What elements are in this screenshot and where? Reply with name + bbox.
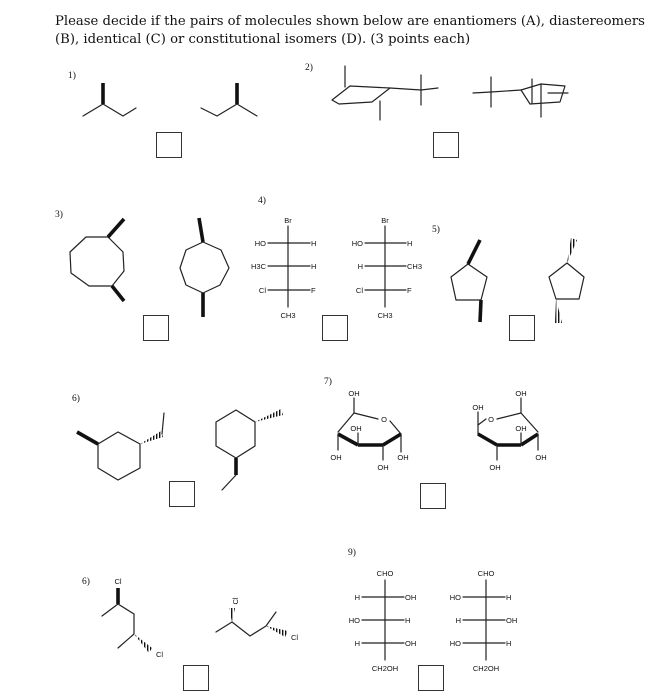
m6bl-cl-bottom: Cl bbox=[156, 650, 164, 659]
f4r-r2-left: H bbox=[357, 262, 363, 271]
f9l-top: CHO bbox=[376, 569, 394, 578]
f9r-top: CHO bbox=[477, 569, 495, 578]
f9r-r2-right: OH bbox=[506, 616, 518, 625]
f4r-r3-right: F bbox=[407, 286, 412, 295]
question-line-1: Please decide if the pairs of molecules shown below are enantiomers (A), diastereomers bbox=[55, 14, 645, 29]
h7r-inner-oh: OH bbox=[515, 424, 527, 433]
f4l-top: Br bbox=[284, 216, 292, 225]
f9l-r1-right: OH bbox=[405, 593, 417, 602]
f9r-r2-left: H bbox=[455, 616, 461, 625]
molecule-2-right bbox=[473, 77, 568, 117]
f9l-bottom: CH2OH bbox=[371, 664, 399, 673]
problem-number-6b: 6) bbox=[82, 577, 90, 587]
f4l-r3-left: Cl bbox=[258, 286, 266, 295]
fischer-9-right bbox=[450, 569, 518, 673]
f4r-r1-right: H bbox=[407, 239, 413, 248]
h7l-top-oh: OH bbox=[348, 389, 360, 398]
molecule-3-right bbox=[180, 218, 229, 317]
problem-number-6a: 6) bbox=[72, 394, 80, 404]
molecule-3-left bbox=[70, 219, 124, 301]
f9l-r3-right: OH bbox=[405, 639, 417, 648]
fischer-4-right bbox=[352, 216, 422, 320]
m6br-cl-right: Cl bbox=[291, 633, 299, 642]
molecule-5-left bbox=[451, 240, 487, 322]
haworth-7-right bbox=[472, 389, 546, 472]
h7r-ring-o: O bbox=[488, 415, 494, 424]
molecule-1-left bbox=[83, 83, 136, 116]
f4l-r2-right: H bbox=[311, 262, 317, 271]
f9l-r2-right: H bbox=[405, 616, 411, 625]
h7l-inner-oh: OH bbox=[350, 424, 362, 433]
problem-number-5: 5) bbox=[432, 225, 440, 235]
f9r-r1-right: H bbox=[506, 593, 512, 602]
f9r-r3-left: HO bbox=[449, 639, 461, 648]
h7l-bottom-mid: OH bbox=[377, 463, 389, 472]
f4l-r1-right: H bbox=[311, 239, 317, 248]
molecule-6a-right bbox=[216, 409, 283, 490]
f9r-r3-right: H bbox=[506, 639, 512, 648]
problem-number-1: 1) bbox=[68, 71, 76, 81]
h7l-bottom-left: OH bbox=[330, 453, 342, 462]
h7l-bottom-right: OH bbox=[397, 453, 409, 462]
problem-number-9: 9) bbox=[348, 548, 356, 558]
molecule-5-right bbox=[549, 238, 584, 323]
f4l-r3-right: F bbox=[311, 286, 316, 295]
f4l-r1-left: HO bbox=[254, 239, 266, 248]
h7r-bottom-right: OH bbox=[535, 453, 547, 462]
question-line-2: (B), identical (C) or constitutional isomers (D). (3 points each) bbox=[55, 32, 471, 47]
h7l-ring-o: O bbox=[381, 415, 387, 424]
problem-number-3: 3) bbox=[55, 210, 63, 220]
f4r-bottom: CH3 bbox=[377, 311, 393, 320]
f9l-r1-left: H bbox=[354, 593, 360, 602]
f4r-r1-left: HO bbox=[351, 239, 363, 248]
molecule-2-left bbox=[332, 66, 438, 120]
f9r-r1-left: HO bbox=[449, 593, 461, 602]
f4r-r2-right: CH3 bbox=[407, 262, 423, 271]
h7r-top-right: OH bbox=[515, 389, 527, 398]
f4l-bottom: CH3 bbox=[280, 311, 296, 320]
f9r-bottom: CH2OH bbox=[472, 664, 500, 673]
h7r-bottom-mid: OH bbox=[489, 463, 501, 472]
molecule-6b-left bbox=[102, 577, 163, 659]
h7r-top-left: OH bbox=[472, 403, 484, 412]
f9l-r3-left: H bbox=[354, 639, 360, 648]
m6bl-cl-top: Cl bbox=[114, 577, 122, 586]
f9l-r2-left: HO bbox=[348, 616, 360, 625]
molecule-6b-right bbox=[216, 597, 298, 642]
f4r-r3-left: Cl bbox=[355, 286, 363, 295]
fischer-4-left bbox=[251, 216, 316, 320]
fischer-9-left bbox=[349, 569, 417, 673]
problem-number-7: 7) bbox=[324, 377, 332, 387]
molecule-1-right bbox=[201, 83, 257, 116]
problem-number-2: 2) bbox=[305, 63, 313, 73]
problem-number-4: 4) bbox=[258, 196, 266, 206]
m6br-cl-left: Cl bbox=[231, 597, 240, 605]
haworth-7-left bbox=[330, 389, 408, 472]
f4l-r2-left: H3C bbox=[250, 262, 266, 271]
molecule-6a-left bbox=[77, 413, 164, 480]
f4r-top: Br bbox=[381, 216, 389, 225]
